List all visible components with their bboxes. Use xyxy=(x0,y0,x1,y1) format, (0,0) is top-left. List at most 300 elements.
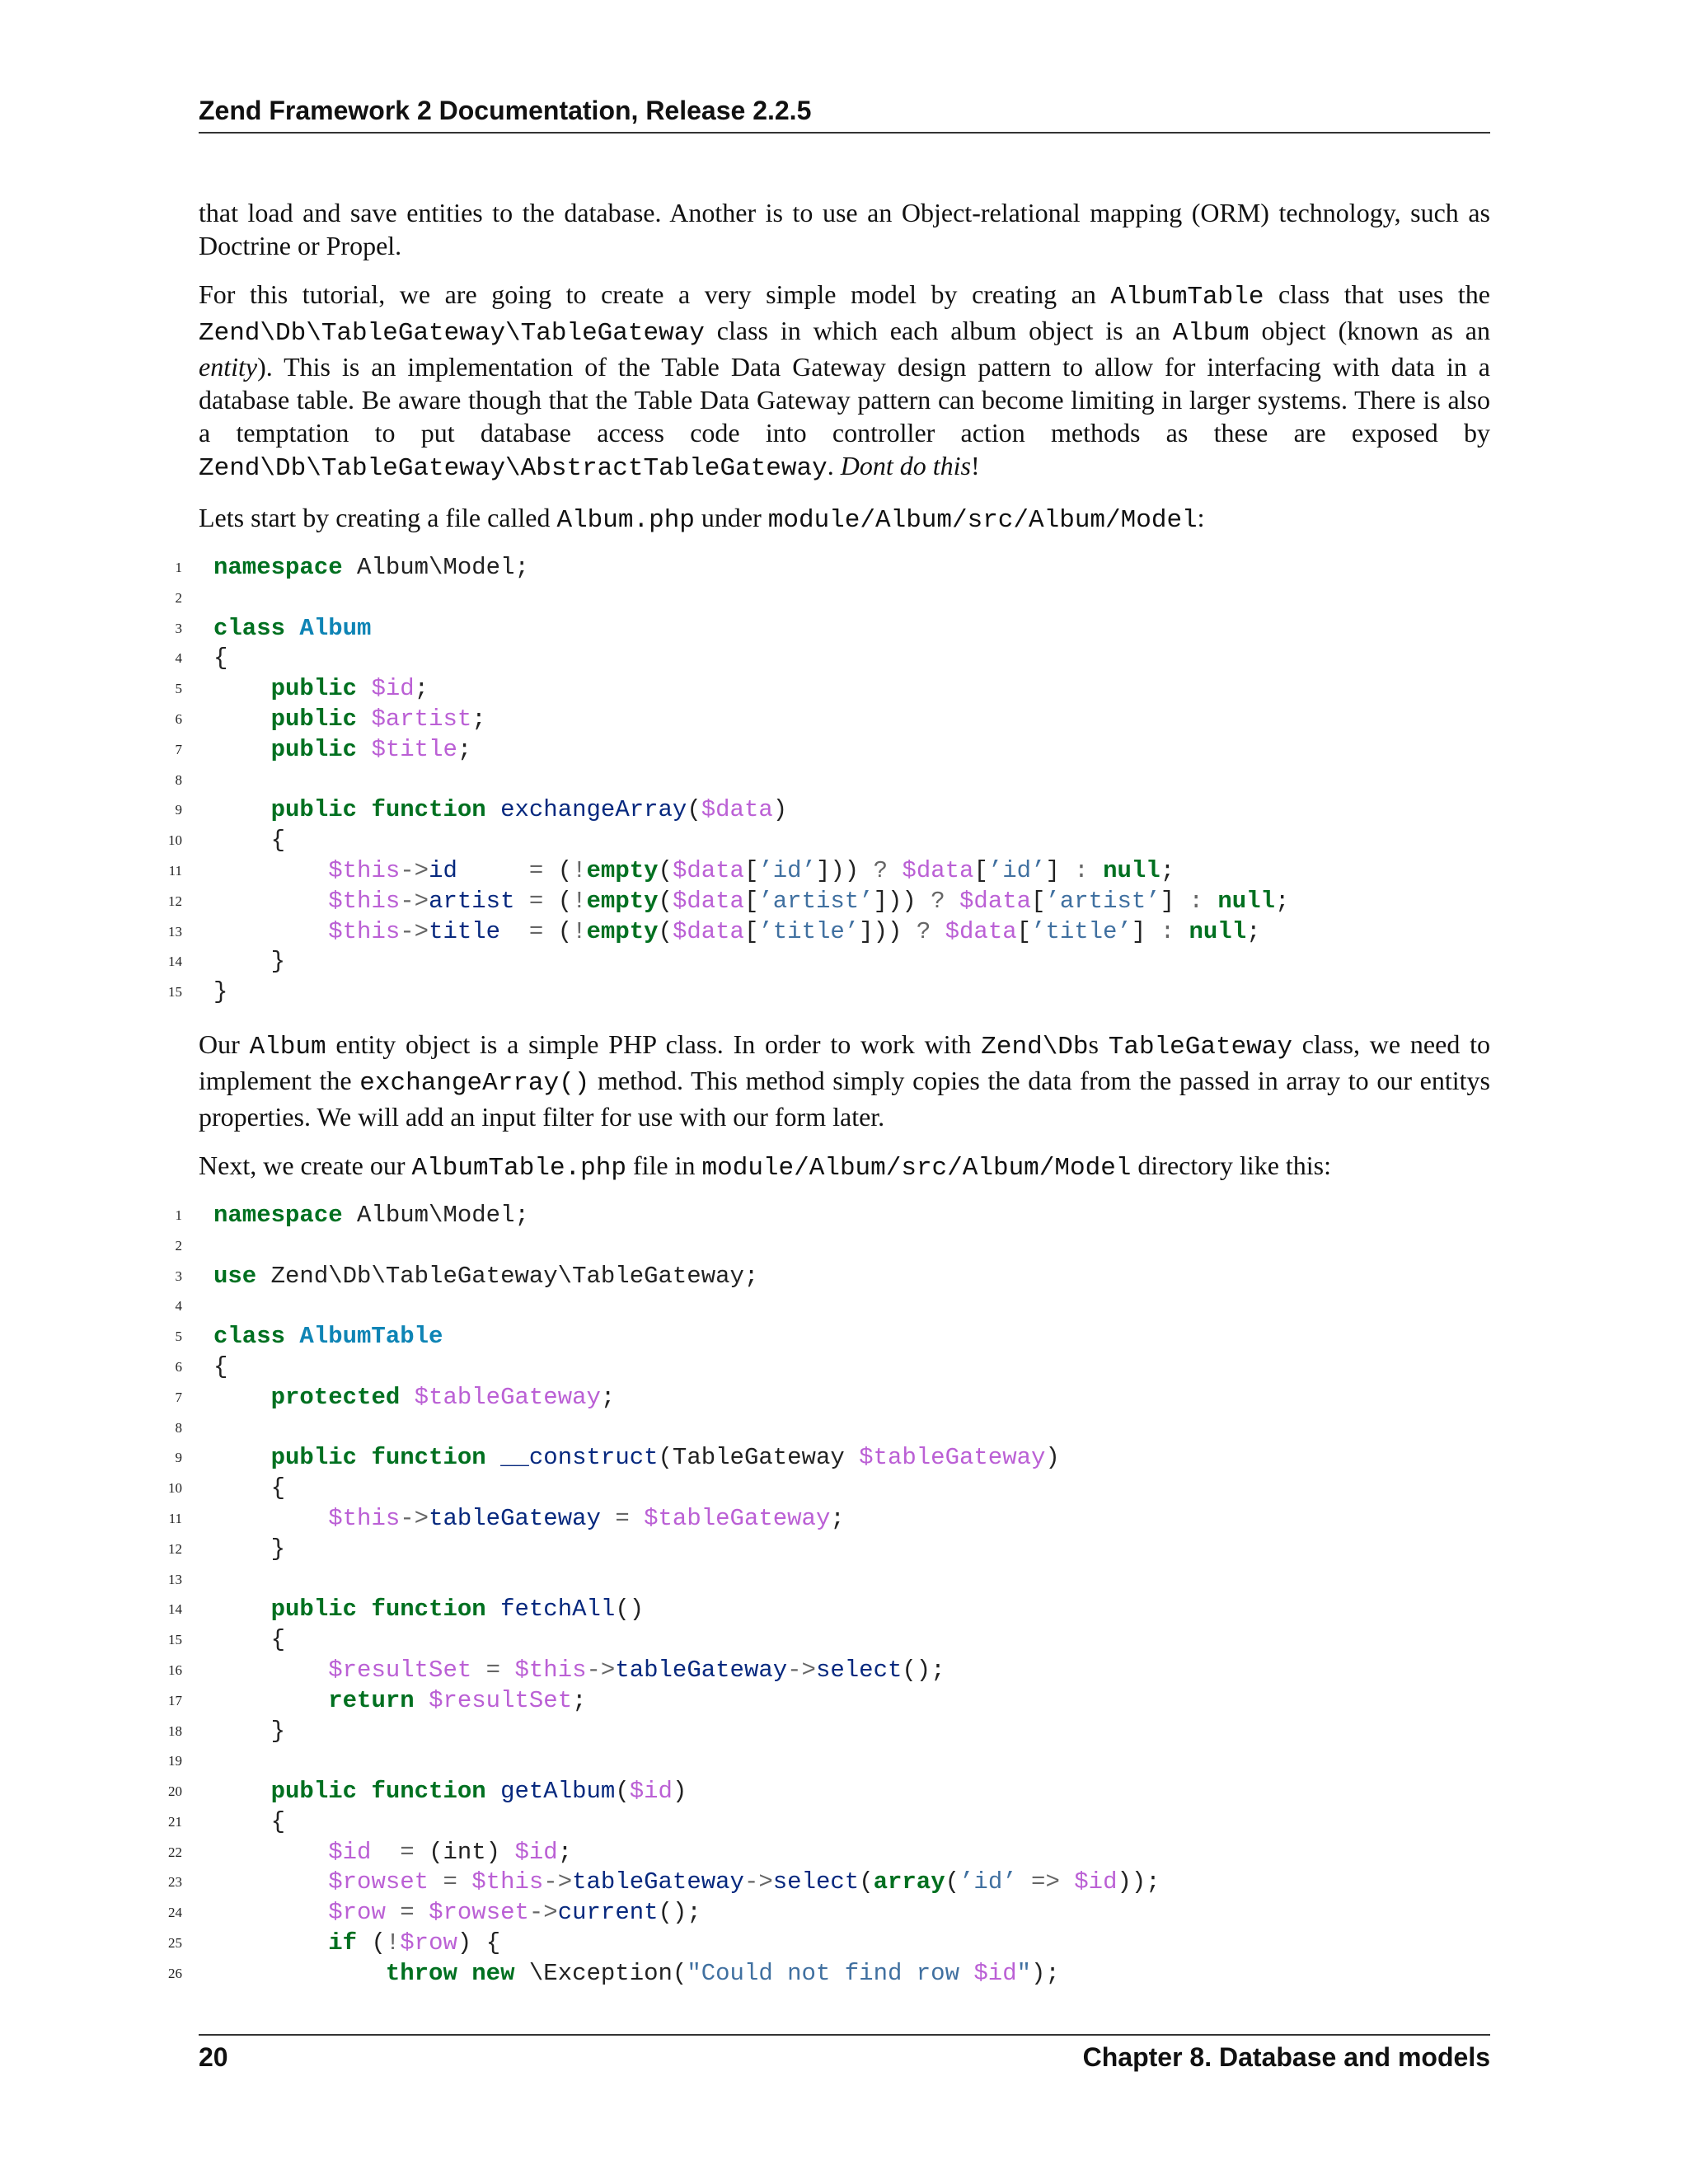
line-number: 9 xyxy=(175,1450,182,1466)
line-number: 13 xyxy=(168,923,182,940)
code-token xyxy=(357,675,371,702)
code-token: ’title’ xyxy=(1031,917,1132,945)
code-token: ( xyxy=(543,887,573,915)
code-token: -> xyxy=(787,1656,816,1684)
code-token xyxy=(1175,918,1189,945)
code-token: function xyxy=(371,1444,486,1472)
code-token: Zend\Db\TableGateway\TableGateway; xyxy=(256,1262,759,1290)
code-text xyxy=(213,614,371,644)
code-token: public xyxy=(270,796,358,824)
code-token: ])) xyxy=(873,887,931,915)
line-number: 12 xyxy=(168,1540,182,1557)
code-token: $data xyxy=(945,917,1017,945)
code-line xyxy=(175,614,1490,644)
code-line xyxy=(175,644,1490,674)
inline-code: exchangeArray() xyxy=(359,1068,590,1098)
line-number: 22 xyxy=(168,1844,182,1860)
code-token: getAlbum xyxy=(500,1778,616,1806)
code-token xyxy=(213,1929,328,1957)
page-content xyxy=(168,196,1491,2009)
code-token xyxy=(500,1657,514,1684)
code-token: public xyxy=(270,735,358,763)
code-line xyxy=(175,583,1490,614)
code-text xyxy=(213,674,429,705)
code-token: if xyxy=(328,1929,358,1957)
code-block-album xyxy=(168,553,1490,1008)
code-token xyxy=(1060,1868,1074,1896)
line-number: 15 xyxy=(168,984,182,1001)
code-token: ( xyxy=(543,856,573,884)
code-token: ] xyxy=(1045,856,1075,884)
inline-code: Zend\Db\TableGateway\TableGateway xyxy=(199,319,705,348)
code-line xyxy=(168,1565,1490,1596)
emphasis: entity xyxy=(199,352,258,382)
code-text xyxy=(213,1656,945,1686)
code-token xyxy=(357,705,371,733)
code-token xyxy=(213,888,328,915)
code-token: = xyxy=(528,917,544,945)
line-number: 7 xyxy=(175,1389,182,1405)
line-number: 9 xyxy=(175,802,182,818)
code-line xyxy=(175,1383,1490,1413)
code-token: ] xyxy=(1131,917,1160,945)
paragraph: Our Album entity object is a simple PHP class. In order to work with Zend\Dbs TableGateway class, we need to implement the exchangeArray() method. This method simply copies the data from the passed in array to our entitys properties. We will add an input filter for use with our form later. xyxy=(199,1029,1491,1132)
chapter-title: Chapter 8. Database and models xyxy=(1082,2042,1490,2072)
code-token: ( xyxy=(859,1868,874,1896)
code-token: = xyxy=(615,1504,630,1532)
code-text xyxy=(213,1504,845,1535)
code-token xyxy=(213,918,328,945)
running-footer xyxy=(199,2034,1490,2079)
code-token: Album xyxy=(299,614,372,642)
code-token: ’artist’ xyxy=(1045,887,1160,915)
code-token: $this xyxy=(471,1868,544,1896)
code-token: [ xyxy=(973,856,988,884)
code-token xyxy=(457,1960,471,1987)
code-text xyxy=(213,1777,687,1807)
code-token xyxy=(486,1596,500,1623)
code-token xyxy=(486,796,500,823)
code-token: (int) xyxy=(414,1838,515,1866)
code-token: ’artist’ xyxy=(758,887,874,915)
code-line xyxy=(168,1656,1490,1686)
code-text xyxy=(213,735,471,766)
code-line xyxy=(175,1262,1490,1292)
code-token: ( xyxy=(658,856,673,884)
code-token: [ xyxy=(1016,917,1032,945)
code-line xyxy=(168,917,1490,948)
code-text xyxy=(213,1474,285,1504)
code-token: -> xyxy=(543,1868,573,1896)
line-number: 5 xyxy=(175,1329,182,1345)
line-number: 6 xyxy=(175,710,182,727)
code-line xyxy=(175,1352,1490,1383)
code-token xyxy=(213,1868,328,1896)
code-token: ; xyxy=(457,735,472,763)
code-token: $data xyxy=(701,796,773,824)
code-text xyxy=(213,1959,1060,1990)
inline-code: module/Album/src/Album/Model xyxy=(767,506,1198,535)
line-number: 11 xyxy=(168,862,182,879)
code-token: Album\Model; xyxy=(342,1201,529,1229)
code-token: empty xyxy=(586,917,659,945)
code-text xyxy=(213,705,486,735)
code-token: $id xyxy=(973,1959,1017,1987)
code-text xyxy=(213,1201,529,1231)
code-line xyxy=(168,1898,1490,1929)
code-token: function xyxy=(371,796,486,824)
code-token: { xyxy=(213,827,286,855)
code-line xyxy=(168,856,1490,887)
code-token xyxy=(213,796,271,823)
code-token: $resultSet xyxy=(328,1656,472,1684)
code-token: = xyxy=(528,887,544,915)
code-line xyxy=(168,1868,1490,1898)
code-line xyxy=(175,1291,1490,1322)
code-line xyxy=(168,1929,1490,1959)
code-line xyxy=(168,947,1490,977)
code-token: ])) xyxy=(815,856,874,884)
code-token: fetchAll xyxy=(500,1596,616,1624)
code-line xyxy=(175,766,1490,796)
code-token: ) { xyxy=(457,1929,501,1957)
code-token: $id xyxy=(629,1778,673,1806)
code-token: ( xyxy=(357,1929,386,1957)
code-token: ? xyxy=(873,856,889,884)
code-line xyxy=(168,1595,1490,1625)
code-token: { xyxy=(213,1474,286,1502)
code-text xyxy=(213,856,1175,887)
code-text xyxy=(213,1443,1060,1474)
code-token xyxy=(1017,1868,1031,1896)
code-token xyxy=(357,1778,371,1805)
code-token: tableGateway xyxy=(615,1656,788,1684)
line-number: 17 xyxy=(168,1692,182,1708)
code-text xyxy=(213,977,227,1008)
code-text xyxy=(213,1868,1160,1898)
code-token: current xyxy=(557,1899,659,1927)
line-number: 2 xyxy=(175,589,182,606)
code-token: ? xyxy=(916,917,931,945)
code-token: ); xyxy=(1031,1959,1060,1987)
code-token: public xyxy=(270,705,358,733)
code-token xyxy=(285,615,299,642)
code-token: class xyxy=(213,1323,286,1351)
code-token: )); xyxy=(1117,1868,1160,1896)
code-token: ’id’ xyxy=(987,856,1046,884)
code-token: ( xyxy=(543,917,573,945)
code-token: ! xyxy=(385,1929,401,1957)
code-token xyxy=(371,1839,400,1866)
code-token xyxy=(415,1687,429,1714)
code-token: } xyxy=(213,978,228,1006)
code-token: $this xyxy=(328,856,401,884)
code-token xyxy=(213,1687,328,1714)
code-line xyxy=(168,1625,1490,1656)
code-line xyxy=(175,553,1490,583)
code-token xyxy=(400,1384,414,1411)
inline-code: module/Album/src/Album/Model xyxy=(701,1153,1132,1183)
code-token xyxy=(471,1657,485,1684)
code-token: null xyxy=(1217,887,1275,915)
code-line xyxy=(175,705,1490,735)
code-token: -> xyxy=(743,1868,773,1896)
code-token: __construct xyxy=(500,1444,659,1472)
code-token: ; xyxy=(471,705,486,733)
code-token: ; xyxy=(1274,887,1290,915)
code-token: $tableGateway xyxy=(414,1383,601,1411)
code-token: $id xyxy=(514,1838,558,1866)
code-token xyxy=(415,1899,429,1926)
code-token xyxy=(630,1505,644,1532)
code-token: ; xyxy=(1246,917,1261,945)
code-token: $this xyxy=(328,887,401,915)
code-token xyxy=(213,1444,271,1471)
code-token: $tableGateway xyxy=(644,1504,831,1532)
line-number: 13 xyxy=(168,1571,182,1587)
code-token: ! xyxy=(572,887,587,915)
code-token: = xyxy=(400,1899,415,1927)
inline-code: Zend\Db\TableGateway\AbstractTableGateway xyxy=(199,454,828,483)
code-token xyxy=(213,1778,271,1805)
emphasis: Dont do this xyxy=(840,451,971,480)
code-text xyxy=(213,1898,701,1929)
document-title: Zend Framework 2 Documentation, Release 2.2.5 xyxy=(199,96,812,125)
code-text xyxy=(213,644,227,674)
code-token: ; xyxy=(557,1838,573,1866)
code-token: public xyxy=(270,675,358,703)
code-line xyxy=(175,1443,1490,1474)
code-token xyxy=(213,675,271,702)
line-number: 4 xyxy=(175,650,182,667)
code-line xyxy=(168,1717,1490,1747)
code-token: ] xyxy=(1160,887,1189,915)
code-token: $id xyxy=(371,675,415,703)
code-token: public xyxy=(270,1596,358,1624)
code-text xyxy=(213,947,285,977)
line-number: 8 xyxy=(175,771,182,788)
code-text xyxy=(213,795,787,826)
code-line xyxy=(175,1322,1490,1352)
inline-code: Album xyxy=(1172,319,1250,348)
code-token xyxy=(213,1839,328,1866)
code-token: function xyxy=(371,1778,486,1806)
code-block-album-table xyxy=(168,1201,1490,1990)
line-number: 4 xyxy=(175,1298,182,1315)
code-token: public xyxy=(270,1444,358,1472)
inline-code: Album xyxy=(249,1032,326,1062)
code-token: null xyxy=(1189,917,1247,945)
code-text xyxy=(213,1322,443,1352)
code-token: = xyxy=(400,1838,415,1866)
code-text xyxy=(213,887,1289,917)
code-line xyxy=(168,1777,1490,1807)
code-line xyxy=(168,1474,1490,1504)
line-number: 12 xyxy=(168,893,182,909)
code-line xyxy=(168,1746,1490,1777)
code-token xyxy=(213,857,328,884)
line-number: 7 xyxy=(175,741,182,757)
code-token xyxy=(931,918,945,945)
code-token: ) xyxy=(1045,1444,1060,1472)
code-token: AlbumTable xyxy=(299,1323,443,1351)
code-token: => xyxy=(1031,1868,1060,1896)
inline-code: Album.php xyxy=(556,506,695,535)
code-text xyxy=(213,1807,285,1838)
line-number: 6 xyxy=(175,1358,182,1375)
code-token: ! xyxy=(572,856,587,884)
line-number: 10 xyxy=(168,1480,182,1497)
code-token: $row xyxy=(400,1929,457,1957)
code-token: -> xyxy=(400,887,429,915)
code-text xyxy=(213,1595,644,1625)
line-number: 3 xyxy=(175,620,182,636)
line-number: 23 xyxy=(168,1874,182,1891)
page-number: 20 xyxy=(199,2042,228,2072)
code-line xyxy=(175,674,1490,705)
code-token: ! xyxy=(572,917,587,945)
line-number: 20 xyxy=(168,1783,182,1800)
code-token: [ xyxy=(743,917,759,945)
code-token: (); xyxy=(658,1899,701,1927)
code-token: $this xyxy=(514,1656,587,1684)
code-token: tableGateway xyxy=(429,1504,601,1532)
line-number: 11 xyxy=(168,1510,182,1526)
code-token: namespace xyxy=(213,1201,343,1229)
code-token xyxy=(213,1505,328,1532)
code-token: return xyxy=(328,1686,415,1714)
code-token xyxy=(357,796,371,823)
code-token xyxy=(486,1778,500,1805)
code-token: { xyxy=(213,1807,286,1835)
code-token: ( xyxy=(658,887,673,915)
code-line xyxy=(175,1201,1490,1231)
line-number: 1 xyxy=(175,560,182,575)
code-token xyxy=(429,1868,443,1896)
code-token: empty xyxy=(586,856,659,884)
code-token: id xyxy=(429,856,457,884)
code-token: $data xyxy=(902,856,974,884)
line-number: 15 xyxy=(168,1632,182,1648)
code-token: () xyxy=(615,1596,645,1624)
code-token: array xyxy=(873,1868,945,1896)
code-token: new xyxy=(471,1959,515,1987)
code-token: $rowset xyxy=(328,1868,429,1896)
code-token: $data xyxy=(672,917,744,945)
code-token: $this xyxy=(328,1504,401,1532)
code-token xyxy=(1089,857,1103,884)
code-token: ’id’ xyxy=(959,1868,1017,1896)
code-text xyxy=(213,1535,285,1565)
line-number: 26 xyxy=(168,1965,182,1981)
code-text xyxy=(213,1838,572,1868)
line-number: 21 xyxy=(168,1813,182,1830)
code-token: ( xyxy=(615,1778,630,1806)
code-token xyxy=(601,1505,615,1532)
code-token xyxy=(213,705,271,733)
code-token: -> xyxy=(528,1899,558,1927)
code-line xyxy=(168,1959,1490,1990)
code-token: use xyxy=(213,1262,257,1290)
code-line xyxy=(168,1838,1490,1868)
code-token xyxy=(457,1868,471,1896)
code-text xyxy=(213,1929,500,1959)
code-token: throw xyxy=(385,1959,457,1987)
code-token: \Exception( xyxy=(514,1959,687,1987)
code-token: $title xyxy=(371,735,457,763)
code-line xyxy=(175,1413,1490,1444)
line-number: 19 xyxy=(168,1753,182,1769)
code-token xyxy=(213,736,271,763)
paragraph: For this tutorial, we are going to create a very simple model by creating an AlbumTable class that uses the Zend\Db\TableGateway\TableGateway class in which each album object is an Album object (known as an entity). This is an implementation of the Table Data Gateway design pattern to allow for interfacing with data in a database table. Be aware though that the Table Data Gateway pattern can become limiting in larger systems. There is also a temptation to put database access code into controller action methods as these are exposed by Zend\Db\TableGateway\AbstractTableGateway. Dont do this! xyxy=(199,279,1491,483)
code-line xyxy=(175,1231,1490,1262)
code-token xyxy=(357,1596,371,1623)
code-token: { xyxy=(213,1352,228,1380)
code-token: select xyxy=(772,1868,860,1896)
code-token xyxy=(1203,888,1217,915)
code-token xyxy=(213,1899,328,1926)
code-token xyxy=(945,888,959,915)
code-token: { xyxy=(213,1626,286,1654)
code-token: -> xyxy=(586,1656,616,1684)
code-token: exchangeArray xyxy=(500,796,687,824)
code-token: public xyxy=(270,1778,358,1806)
code-token: "Could not find row xyxy=(687,1959,974,1987)
code-token: Album\Model; xyxy=(342,554,529,581)
code-token: ) xyxy=(772,796,788,824)
line-number: 2 xyxy=(175,1237,182,1254)
code-token: { xyxy=(213,644,228,673)
code-token: : xyxy=(1189,887,1203,915)
line-number: 16 xyxy=(168,1661,182,1678)
code-token: (); xyxy=(902,1656,945,1684)
code-token: $data xyxy=(959,887,1032,915)
inline-code: TableGateway xyxy=(1108,1032,1293,1062)
inline-code: AlbumTable xyxy=(1110,283,1264,312)
code-text xyxy=(213,1383,615,1413)
code-token: artist xyxy=(429,887,515,915)
code-token xyxy=(213,1596,271,1623)
code-token: ) xyxy=(672,1778,687,1806)
code-line xyxy=(168,1535,1490,1565)
code-text xyxy=(213,1686,587,1717)
code-token: class xyxy=(213,614,286,642)
code-token: (TableGateway xyxy=(658,1444,860,1472)
line-number: 24 xyxy=(168,1905,182,1921)
code-token: ])) xyxy=(859,917,917,945)
code-text xyxy=(213,1352,227,1383)
inline-code: Zend\Db xyxy=(981,1032,1089,1062)
code-token: ; xyxy=(830,1504,845,1532)
code-token: -> xyxy=(400,856,429,884)
code-line xyxy=(168,1504,1490,1535)
code-token: = xyxy=(443,1868,457,1896)
code-token: : xyxy=(1074,856,1089,884)
line-number: 1 xyxy=(175,1207,182,1223)
paragraph: Lets start by creating a file called Album.php under module/Album/src/Album/Model: xyxy=(199,503,1205,535)
code-token: empty xyxy=(586,887,659,915)
code-token: ( xyxy=(658,917,673,945)
code-token xyxy=(500,918,529,945)
code-token xyxy=(285,1323,299,1350)
code-line xyxy=(168,826,1490,856)
code-text xyxy=(213,1717,285,1747)
code-token: ; xyxy=(572,1686,587,1714)
code-line xyxy=(175,795,1490,826)
code-token: [ xyxy=(743,856,759,884)
code-token: namespace xyxy=(213,554,343,581)
line-number: 25 xyxy=(168,1935,182,1952)
